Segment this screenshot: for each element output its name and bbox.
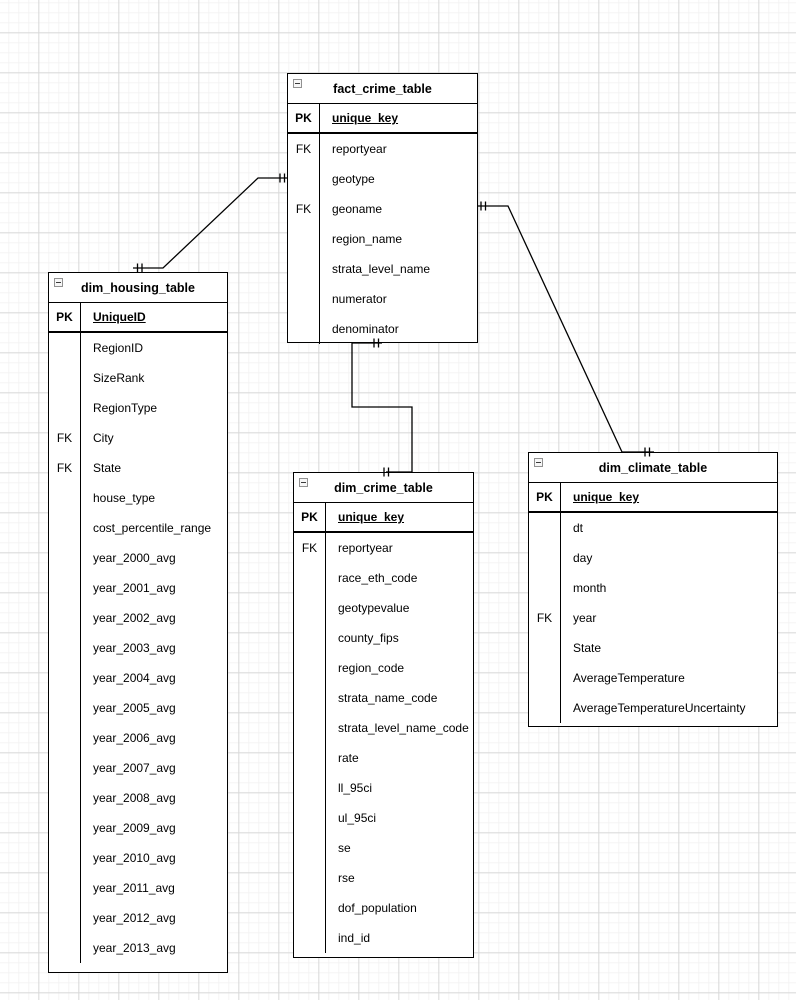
field-name: denominator	[332, 322, 399, 336]
table-row-cost_percentile_range[interactable]	[49, 513, 227, 543]
key-cell: FK	[529, 603, 561, 633]
table-row-year_2000_avg[interactable]	[49, 543, 227, 573]
key-cell	[49, 873, 81, 903]
key-cell	[49, 543, 81, 573]
field-name: geoname	[332, 202, 383, 216]
table-row-year_2013_avg[interactable]	[49, 933, 227, 963]
field-name: unique_key	[338, 510, 405, 524]
key-cell	[288, 284, 320, 314]
key-cell	[294, 713, 326, 743]
key-cell	[49, 753, 81, 783]
key-cell	[294, 653, 326, 683]
table-row-se[interactable]	[294, 833, 473, 863]
field-name: day	[573, 551, 593, 565]
key-cell	[49, 633, 81, 663]
key-cell	[529, 543, 561, 573]
field-name: year_2002_avg	[93, 611, 176, 625]
table-row-year_2004_avg[interactable]	[49, 663, 227, 693]
collapse-minus-icon[interactable]	[299, 478, 308, 487]
field-name: rate	[338, 751, 359, 765]
field-name: unique_key	[573, 490, 640, 504]
key-cell	[49, 663, 81, 693]
key-cell	[49, 903, 81, 933]
field-name: year_2004_avg	[93, 671, 176, 685]
field-name: year_2013_avg	[93, 941, 176, 955]
field-name: year_2000_avg	[93, 551, 176, 565]
field-name: year_2003_avg	[93, 641, 176, 655]
field-name: reportyear	[332, 142, 387, 156]
field-name: ul_95ci	[338, 811, 377, 825]
key-cell	[49, 693, 81, 723]
table-row-year_2008_avg[interactable]	[49, 783, 227, 813]
key-cell	[529, 513, 561, 543]
key-cell: FK	[49, 423, 81, 453]
key-cell	[529, 573, 561, 603]
field-name: strata_level_name_code	[338, 721, 469, 735]
field-name: year_2011_avg	[93, 881, 175, 895]
key-cell	[49, 783, 81, 813]
key-cell: PK	[529, 483, 561, 511]
table-row-race_eth_code[interactable]	[294, 563, 473, 593]
field-name: year_2008_avg	[93, 791, 176, 805]
table-row-AverageTemperature[interactable]	[529, 663, 777, 693]
key-cell	[294, 863, 326, 893]
key-cell: PK	[288, 104, 320, 132]
field-name: strata_name_code	[338, 691, 438, 705]
key-cell	[288, 314, 320, 344]
key-cell	[294, 623, 326, 653]
table-row-dof_population[interactable]	[294, 893, 473, 923]
key-cell	[294, 833, 326, 863]
field-name: year_2007_avg	[93, 761, 176, 775]
key-cell	[49, 723, 81, 753]
table-row-geotypevalue[interactable]	[294, 593, 473, 623]
table-dim_climate_table[interactable]	[528, 452, 778, 727]
table-row-unique_key[interactable]	[294, 503, 473, 533]
field-name: SizeRank	[93, 371, 145, 385]
key-cell: FK	[294, 533, 326, 563]
table-row-RegionType[interactable]	[49, 393, 227, 423]
table-row-house_type[interactable]	[49, 483, 227, 513]
table-row-numerator[interactable]	[288, 284, 477, 314]
key-cell	[49, 393, 81, 423]
key-cell	[49, 483, 81, 513]
field-name: City	[93, 431, 114, 445]
table-title: dim_climate_table	[598, 460, 708, 475]
field-name: AverageTemperature	[573, 671, 685, 685]
field-name: se	[338, 841, 351, 855]
table-title-bar[interactable]	[288, 74, 477, 104]
field-name: year	[573, 611, 597, 625]
field-name: year_2009_avg	[93, 821, 176, 835]
table-row-region_code[interactable]	[294, 653, 473, 683]
key-cell: FK	[288, 194, 320, 224]
field-name: dt	[573, 521, 584, 535]
field-name: ll_95ci	[338, 781, 373, 795]
key-cell	[294, 803, 326, 833]
field-name: house_type	[93, 491, 156, 505]
field-name: geotypevalue	[338, 601, 410, 615]
key-cell	[294, 563, 326, 593]
table-row-year_2012_avg[interactable]	[49, 903, 227, 933]
key-cell	[49, 843, 81, 873]
key-cell	[294, 743, 326, 773]
edge-fact_crime_table-to-dim_climate_table[interactable]	[478, 206, 654, 452]
table-row-year_2011_avg[interactable]	[49, 873, 227, 903]
field-name: reportyear	[338, 541, 393, 555]
minus-glyph	[295, 83, 300, 84]
table-row-ll_95ci[interactable]	[294, 773, 473, 803]
table-row-strata_level_name[interactable]	[288, 254, 477, 284]
key-cell	[49, 363, 81, 393]
field-name: year_2001_avg	[93, 581, 176, 595]
table-row-ind_id[interactable]	[294, 923, 473, 953]
minus-glyph	[301, 482, 306, 483]
key-cell	[49, 513, 81, 543]
table-row-reportyear[interactable]	[294, 533, 473, 563]
field-name: RegionType	[93, 401, 158, 415]
field-name: region_name	[332, 232, 403, 246]
field-name: dof_population	[338, 901, 417, 915]
table-row-SizeRank[interactable]	[49, 363, 227, 393]
field-name: ind_id	[338, 931, 371, 945]
field-name: year_2010_avg	[93, 851, 176, 865]
field-name: State	[573, 641, 602, 655]
field-name: month	[573, 581, 607, 595]
key-cell	[49, 333, 81, 363]
table-row-strata_level_name_code[interactable]	[294, 713, 473, 743]
key-cell: PK	[294, 503, 326, 531]
key-cell: FK	[288, 134, 320, 164]
table-row-year[interactable]	[529, 603, 777, 633]
key-cell: FK	[49, 453, 81, 483]
table-dim_housing_table[interactable]	[48, 272, 228, 973]
table-fact_crime_table[interactable]	[287, 73, 478, 343]
table-row-rate[interactable]	[294, 743, 473, 773]
edge-fact_crime_table-to-dim_housing_table[interactable]	[133, 178, 287, 268]
table-row-dt[interactable]	[529, 513, 777, 543]
field-name: year_2012_avg	[93, 911, 176, 925]
table-dim_crime_table[interactable]	[293, 472, 474, 958]
table-title: dim_crime_table	[334, 480, 433, 495]
field-name: strata_level_name	[332, 262, 431, 276]
field-name: race_eth_code	[338, 571, 418, 585]
table-title: dim_housing_table	[81, 280, 195, 295]
table-row-year_2005_avg[interactable]	[49, 693, 227, 723]
table-row-UniqueID[interactable]	[49, 303, 227, 333]
table-row-ul_95ci[interactable]	[294, 803, 473, 833]
table-row-RegionID[interactable]	[49, 333, 227, 363]
table-row-unique_key[interactable]	[529, 483, 777, 513]
field-name: UniqueID	[93, 310, 146, 324]
field-name: unique_key	[332, 111, 399, 125]
field-name: year_2005_avg	[93, 701, 176, 715]
table-row-day[interactable]	[529, 543, 777, 573]
field-name: cost_percentile_range	[93, 521, 212, 535]
field-name: RegionID	[93, 341, 144, 355]
table-row-year_2009_avg[interactable]	[49, 813, 227, 843]
table-row-year_2001_avg[interactable]	[49, 573, 227, 603]
key-cell	[294, 893, 326, 923]
edge-fact_crime_table-to-dim_crime_table[interactable]	[352, 343, 412, 472]
table-row-year_2003_avg[interactable]	[49, 633, 227, 663]
field-name: rse	[338, 871, 355, 885]
collapse-minus-icon[interactable]	[54, 278, 63, 287]
table-row-year_2010_avg[interactable]	[49, 843, 227, 873]
table-row-year_2006_avg[interactable]	[49, 723, 227, 753]
table-row-geoname[interactable]	[288, 194, 477, 224]
field-name: geotype	[332, 172, 375, 186]
table-row-unique_key[interactable]	[288, 104, 477, 134]
table-row-AverageTemperatureUncertainty[interactable]	[529, 693, 777, 723]
key-cell	[49, 603, 81, 633]
table-row-denominator[interactable]	[288, 314, 477, 344]
table-title-bar[interactable]	[529, 453, 777, 483]
key-cell	[49, 933, 81, 963]
table-row-reportyear[interactable]	[288, 134, 477, 164]
field-name: State	[93, 461, 122, 475]
key-cell	[294, 773, 326, 803]
key-cell	[294, 683, 326, 713]
key-cell	[288, 224, 320, 254]
key-cell	[529, 693, 561, 723]
key-cell: PK	[49, 303, 81, 331]
table-title-bar[interactable]	[49, 273, 227, 303]
collapse-minus-icon[interactable]	[293, 79, 302, 88]
table-row-county_fips[interactable]	[294, 623, 473, 653]
key-cell	[288, 164, 320, 194]
field-name: numerator	[332, 292, 387, 306]
field-name: AverageTemperatureUncertainty	[573, 701, 746, 715]
table-row-month[interactable]	[529, 573, 777, 603]
key-cell	[294, 593, 326, 623]
key-cell	[288, 254, 320, 284]
key-cell	[294, 923, 326, 953]
key-cell	[529, 663, 561, 693]
key-cell	[49, 573, 81, 603]
key-cell	[529, 633, 561, 663]
table-row-year_2007_avg[interactable]	[49, 753, 227, 783]
minus-glyph	[536, 462, 541, 463]
field-name: region_code	[338, 661, 405, 675]
collapse-minus-icon[interactable]	[534, 458, 543, 467]
table-title: fact_crime_table	[333, 81, 432, 96]
table-row-year_2002_avg[interactable]	[49, 603, 227, 633]
table-row-State[interactable]	[49, 453, 227, 483]
minus-glyph	[56, 282, 61, 283]
table-row-State[interactable]	[529, 633, 777, 663]
table-row-rse[interactable]	[294, 863, 473, 893]
field-name: year_2006_avg	[93, 731, 176, 745]
key-cell	[49, 813, 81, 843]
table-row-strata_name_code[interactable]	[294, 683, 473, 713]
table-row-region_name[interactable]	[288, 224, 477, 254]
table-row-City[interactable]	[49, 423, 227, 453]
table-row-geotype[interactable]	[288, 164, 477, 194]
field-name: county_fips	[338, 631, 399, 645]
table-title-bar[interactable]	[294, 473, 473, 503]
